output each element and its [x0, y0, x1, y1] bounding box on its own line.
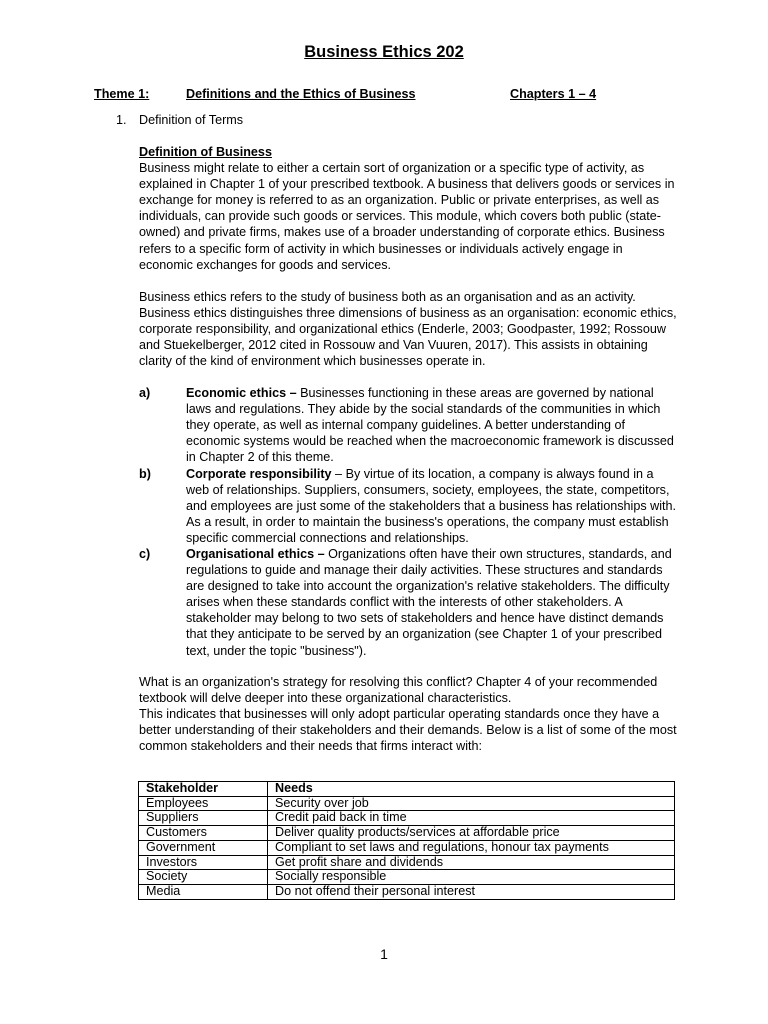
needs-cell: Security over job — [268, 796, 675, 811]
needs-cell: Compliant to set laws and regulations, honour tax payments — [268, 840, 675, 855]
definition-heading: Definition of Business — [139, 145, 272, 159]
paragraph-business-ethics: Business ethics refers to the study of business both as an organisation and as an activity. Business ethics distinguishes three dimensions of business as an organisation: economic ethics, corporate responsibility, and organizational ethics (Enderle, 2003; Goodpaster, 1992; Rossouw and Stuekelberger, 2012 cited in Rossouw and Van Vuuren, 2017). This assists in obtaining clarity of the kind of environment which businesses operate in. — [139, 290, 677, 369]
stakeholder-cell: Investors — [139, 855, 268, 870]
stakeholder-cell: Government — [139, 840, 268, 855]
paragraph-conflict: What is an organization's strategy for resolving this conflict? Chapter 4 of your recommended textbook will delve deeper into these organizational characteristics. — [139, 675, 658, 706]
needs-cell: Deliver quality products/services at affordable price — [268, 826, 675, 841]
table-row — [139, 870, 675, 885]
item-term: Organisational ethics – — [186, 547, 325, 561]
column-header-needs: Needs — [268, 782, 675, 797]
needs-cell: Socially responsible — [268, 870, 675, 885]
table-row — [139, 855, 675, 870]
document-title: Business Ethics 202 — [304, 43, 464, 61]
item-marker: b) — [139, 467, 151, 481]
table-row — [139, 811, 675, 826]
item-text: Organizations often have their own structures, standards, and regulations to guide and manage their daily activities. These structures and standards are designed to take into account the organization's relative stakeholders. The difficulty arises when these standards conflict with the interests of other stakeholders. A stakeholder may belong to two sets of stakeholders and hence have distinct demands that they anticipate to be served by an organization (see Chapter 1 of your prescribed text, under the topic "business"). — [186, 547, 672, 658]
paragraph-business-definition: Business might relate to either a certain sort of organization or a specific type of activity, as explained in Chapter 1 of your prescribed textbook. A business that delivers goods or services in exchange for money is referred to as an organization. Public or private enterprises, as well as individuals, can provide such goods or services. This module, which covers both public (state-owned) and private firms, makes use of a broader understanding of corporate ethics. Business refers to a specific form of activity in which businesses or individuals actively engage in economic exchanges for goods and services. — [139, 161, 675, 272]
stakeholder-cell: Customers — [139, 826, 268, 841]
page-number: 1 — [380, 946, 388, 962]
item-marker: a) — [139, 386, 151, 400]
stakeholder-cell: Suppliers — [139, 811, 268, 826]
item-marker: c) — [139, 547, 151, 561]
needs-cell: Get profit share and dividends — [268, 855, 675, 870]
item-text: Businesses functioning in these areas are governed by national laws and regulations. They abide by the social standards of the communities in which they operate, as well as internal company guidelines. A better understanding of economic systems would be reached when the macroeconomic framework is discussed in Chapter 2 of this theme. — [186, 386, 674, 465]
stakeholder-cell: Media — [139, 884, 268, 899]
stakeholder-cell: Employees — [139, 796, 268, 811]
theme-header — [94, 87, 694, 103]
list-title: Definition of Terms — [139, 113, 244, 127]
table-row — [139, 826, 675, 841]
definition-section — [139, 144, 679, 273]
chapters-label: Chapters 1 – 4 — [510, 87, 597, 101]
needs-cell: Credit paid back in time — [268, 811, 675, 826]
stakeholder-table — [138, 781, 675, 900]
needs-cell: Do not offend their personal interest — [268, 884, 675, 899]
item-text: – By virtue of its location, a company is always found in a web of relationships. Suppliers, consumers, society, employees, the state, competitors, and employees are just some of the stakeholders that a business has relationships with. As a result, in order to maintain the business's operations, the company must establish specific commercial connections and relationships. — [186, 467, 677, 546]
theme-title: Definitions and the Ethics of Business — [186, 87, 416, 101]
theme-label: Theme 1: — [94, 87, 150, 101]
column-header-stakeholder: Stakeholder — [139, 782, 268, 797]
table-row — [139, 884, 675, 899]
item-term: Economic ethics – — [186, 386, 297, 400]
conflict-section — [139, 674, 679, 754]
table-row — [139, 796, 675, 811]
list-number: 1. — [116, 113, 127, 127]
paragraph-stakeholders: This indicates that businesses will only adopt particular operating standards once they have a better understanding of their stakeholders and their demands. Below is a list of some of the most common stakeholders and their needs that firms interact with: — [139, 707, 677, 754]
stakeholder-cell: Society — [139, 870, 268, 885]
item-term: Corporate responsibility — [186, 467, 332, 481]
table-header-row — [139, 782, 675, 797]
table-row — [139, 840, 675, 855]
